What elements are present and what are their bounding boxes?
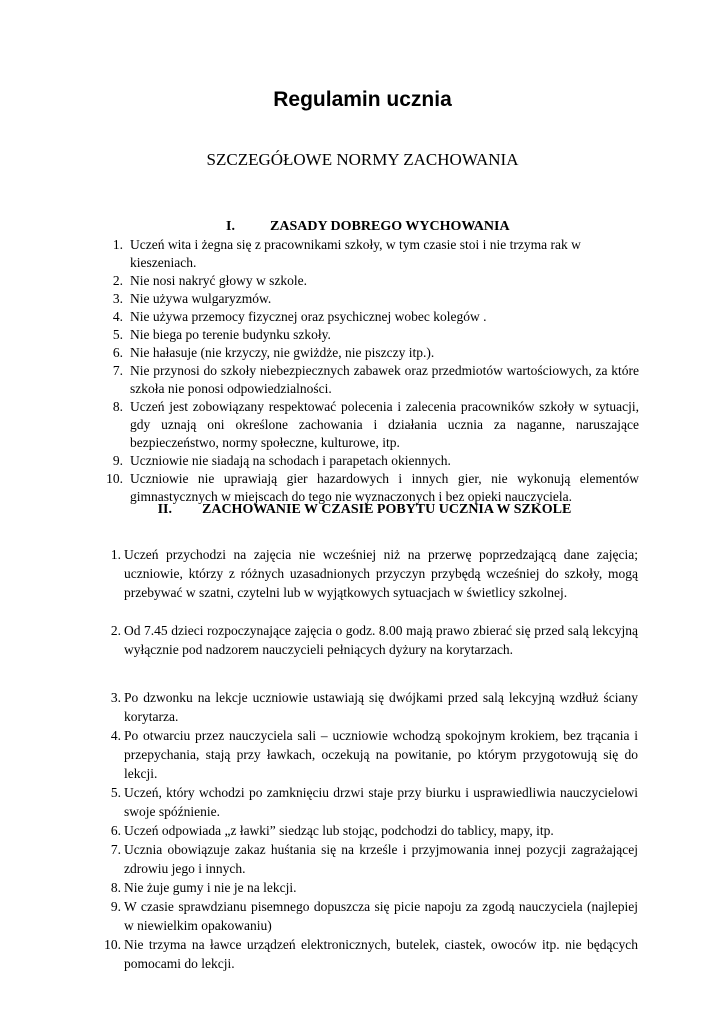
list-item [0, 783, 725, 821]
item-number: 10. [104, 937, 121, 952]
item-number: 9. [110, 899, 121, 914]
section-2-title: ZACHOWANIE W CZASIE POBYTU UCZNIA W SZKOLE [202, 502, 572, 517]
item-text: Uczeń, który wchodzi po zamknięciu drzwi staje przy biurku i usprawiedliwia nauczycielowi swoje spóźnienie. [124, 785, 638, 819]
item-text: Po dzwonku na lekcje uczniowie ustawiają się dwójkami przed salą lekcyjną wzdłuż ściany korytarza. [124, 690, 638, 724]
list-item [0, 840, 725, 878]
item-number: 6. [112, 345, 123, 360]
list-item [0, 362, 725, 398]
item-number: 4. [110, 728, 121, 743]
document-title: Regulamin ucznia [273, 88, 452, 111]
section-1-number: I. [226, 219, 235, 234]
item-text: Po otwarciu przez nauczyciela sali – uczniowie wchodzą spokojnym krokiem, bez trącania i przepychania, stają przy ławkach, oczekują na powitanie, po którym przygotowują się do lekcji. [124, 728, 638, 781]
list-item [0, 344, 725, 362]
section-2-list [0, 545, 725, 973]
list-item [0, 398, 725, 452]
list-item [0, 878, 725, 897]
list-item [0, 621, 725, 659]
list-item [0, 897, 725, 935]
item-text: Ucznia obowiązuje zakaz huśtania się na krześle i przyjmowania innej pozycji zagrażającej zdrowiu jego i innych. [124, 842, 638, 876]
item-text: Nie przynosi do szkoły niebezpiecznych zabawek oraz przedmiotów wartościowych, za które szkoła nie ponosi odpowiedzialności. [130, 363, 639, 396]
list-item [0, 326, 725, 344]
item-number: 7. [112, 363, 123, 378]
item-number: 9. [112, 453, 123, 468]
item-text: Uczeń przychodzi na zajęcia nie wcześniej niż na przerwę poprzedzającą dane zajęcia; uczniowie, którzy z różnych uzasadnionych przyczyn przybędą wcześniej do szkoły, mogą przebywać w szatni, czytelni lub w wyjątkowych sytuacjach w świetlicy szkolnej. [124, 547, 638, 600]
item-number: 1. [110, 547, 121, 562]
item-number: 3. [112, 291, 123, 306]
item-text: Nie nosi nakryć głowy w szkole. [130, 273, 307, 288]
item-text: Nie biega po terenie budynku szkoły. [130, 327, 331, 342]
item-text: Uczeń jest zobowiązany respektować polecenia i zalecenia pracowników szkoły w sytuacji, gdy uznają oni określone zachowania i działania ucznia za naganne, naruszające bezpieczeństwo, normy społeczne, kulturowe, itp. [130, 399, 639, 450]
list-item [0, 821, 725, 840]
item-number: 8. [110, 880, 121, 895]
item-text: Uczeń wita i żegna się z pracownikami szkoły, w tym czasie stoi i nie trzyma rak w kieszeniach. [130, 237, 581, 270]
list-item [0, 545, 725, 602]
item-text: Od 7.45 dzieci rozpoczynające zajęcia o godz. 8.00 mają prawo zbierać się przed salą lekcyjną wyłącznie pod nadzorem nauczycieli pełniących dyżury na korytarzach. [124, 623, 638, 657]
list-item [0, 308, 725, 326]
item-number: 4. [112, 309, 123, 324]
item-number: 6. [110, 823, 121, 838]
item-text: Uczniowie nie siadają na schodach i parapetach okiennych. [130, 453, 451, 468]
section-2-number: II. [157, 502, 172, 517]
item-text: Nie używa wulgaryzmów. [130, 291, 272, 306]
item-number: 3. [110, 690, 121, 705]
item-text: W czasie sprawdzianu pisemnego dopuszcza się picie napoju za zgodą nauczyciela (najlepiej w niewielkim opakowaniu) [124, 899, 638, 933]
item-text: Nie hałasuje (nie krzyczy, nie gwiżdże, nie piszczy itp.). [130, 345, 435, 360]
item-text: Uczeń odpowiada „z ławki” siedząc lub stojąc, podchodzi do tablicy, mapy, itp. [124, 823, 554, 838]
item-number: 10. [106, 471, 123, 486]
list-item [0, 272, 725, 290]
item-text: Uczniowie nie uprawiają gier hazardowych i innych gier, nie wykonują elementów gimnastycznych w miejscach do tego nie wyznaczonych i bez opieki nauczyciela. [130, 471, 639, 504]
list-item [0, 290, 725, 308]
item-number: 7. [110, 842, 121, 857]
item-text: Nie trzyma na ławce urządzeń elektronicznych, butelek, ciastek, owoców itp. nie będących pomocami do lekcji. [124, 937, 638, 971]
list-item [0, 452, 725, 470]
section-1-title: ZASADY DOBREGO WYCHOWANIA [270, 219, 510, 234]
item-number: 2. [110, 623, 121, 638]
item-number: 1. [112, 237, 123, 252]
section-1-list [0, 236, 725, 506]
item-number: 2. [112, 273, 123, 288]
list-item [0, 470, 725, 506]
item-number: 5. [112, 327, 123, 342]
item-number: 5. [110, 785, 121, 800]
document-subtitle: SZCZEGÓŁOWE NORMY ZACHOWANIA [206, 150, 519, 169]
list-item [0, 236, 725, 272]
item-text: Nie używa przemocy fizycznej oraz psychicznej wobec kolegów . [130, 309, 487, 324]
list-item [0, 688, 725, 726]
list-item [0, 726, 725, 783]
item-number: 8. [112, 399, 123, 414]
item-text: Nie żuje gumy i nie je na lekcji. [124, 880, 297, 895]
list-item [0, 935, 725, 973]
